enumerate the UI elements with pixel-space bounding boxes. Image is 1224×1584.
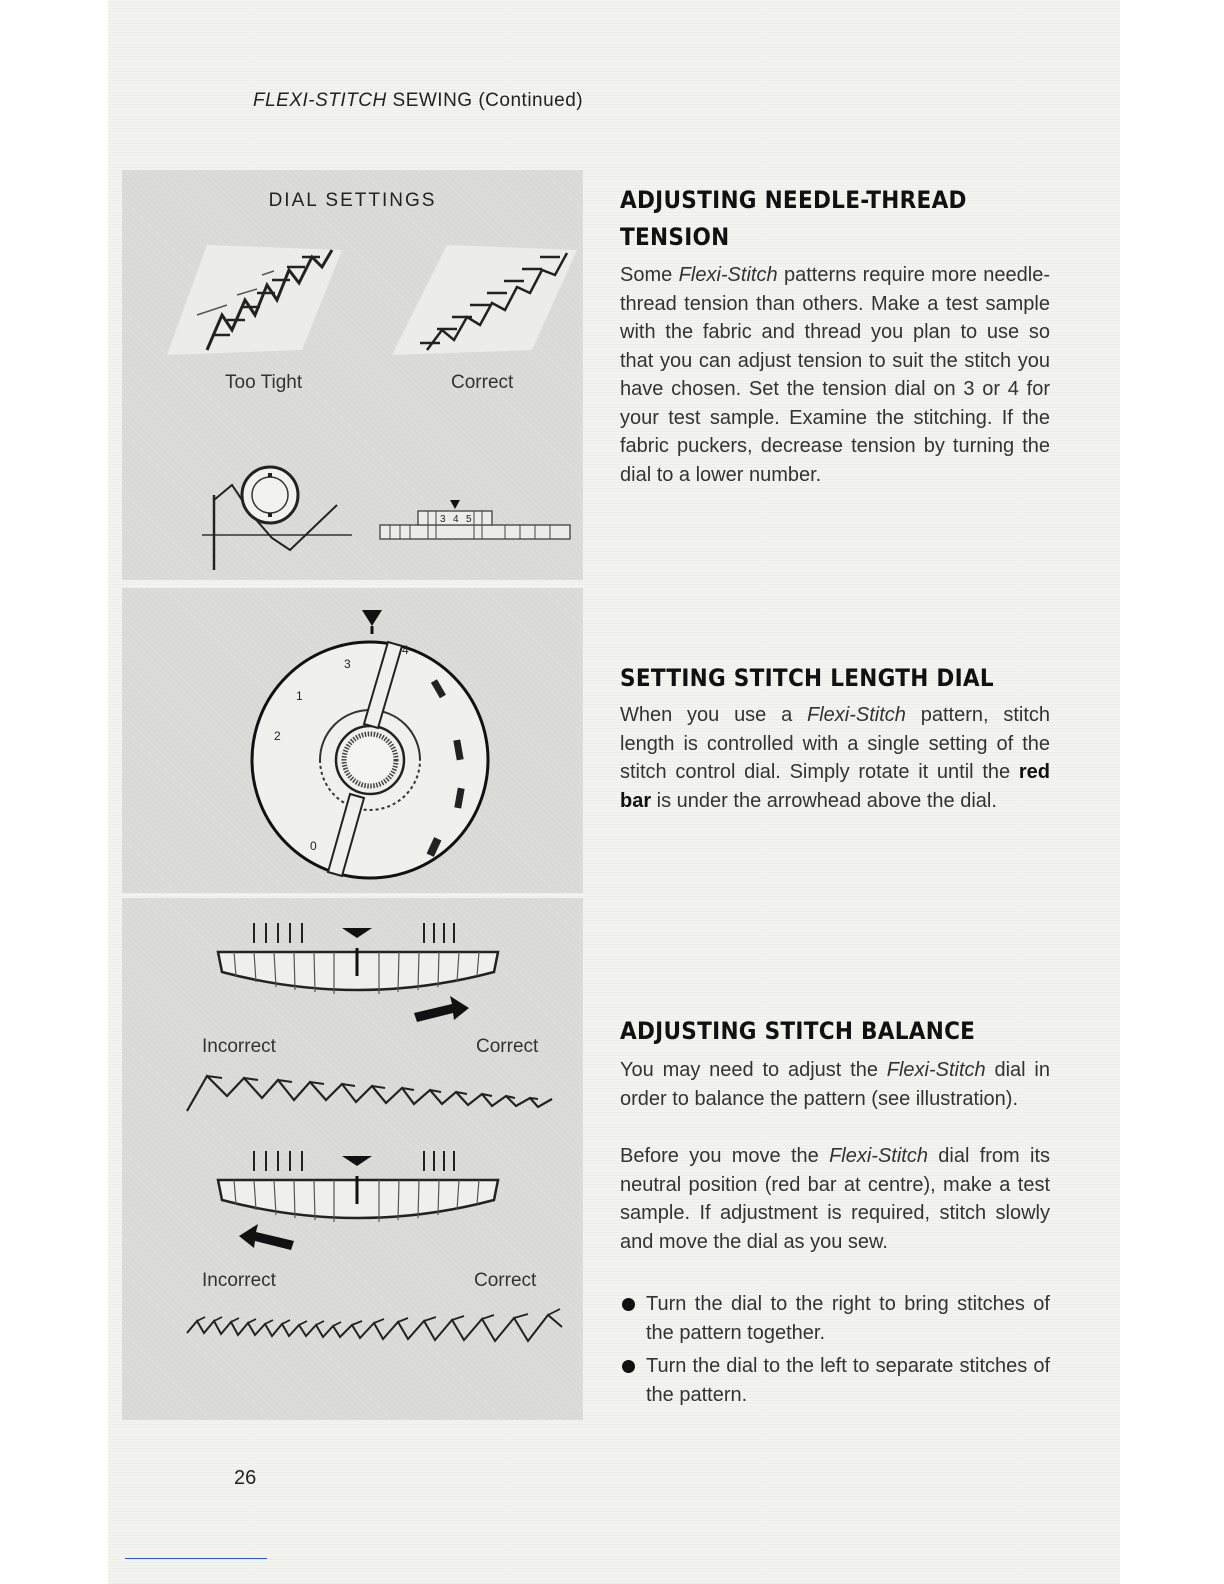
tension-dial-number: 4 [453, 514, 459, 525]
dial-number: 4 [402, 643, 409, 657]
balance-dial-right-illustration [214, 918, 514, 1038]
tension-dial-number: 3 [440, 514, 446, 525]
text-run: patterns require more needle-thread tension than others. Make a test sample with the fabric and thread you plan to use so that you can adjust tension to suit the stitch you have chosen. Set the tension dial on 3 or 4 for your test sample. Examine the stitching. If the fabric puckers, decrease tension by turning the dial to a lower number. [620, 264, 1050, 486]
text-run-italic: Flexi-Stitch [807, 704, 906, 726]
page-number: 26 [234, 1467, 257, 1489]
balance-stitch-sample-1 [182, 1066, 562, 1116]
tension-dial-number: 5 [466, 514, 472, 525]
text-run: When you use a [620, 704, 808, 726]
text-run-italic: Flexi-Stitch [886, 1059, 986, 1081]
dial-settings-panel [122, 170, 583, 580]
stitch-balance-paragraph-1 [620, 1056, 1050, 1113]
dial-number: 2 [274, 729, 281, 743]
tension-dial-illustration [380, 495, 580, 555]
bullet-dot-icon [622, 1298, 635, 1311]
correct-label: Correct [476, 1036, 539, 1057]
dial-number: 1 [296, 689, 303, 703]
corner-divider [125, 1558, 267, 1559]
tension-paragraph [620, 261, 1050, 489]
running-head [253, 90, 583, 112]
tension-heading-line2: TENSION [620, 223, 730, 251]
tension-heading-line1: ADJUSTING NEEDLE-THREAD [620, 186, 967, 214]
incorrect-label: Incorrect [202, 1036, 276, 1057]
stitch-length-dial-panel [122, 588, 583, 893]
bullet-text: Turn the dial to the right to bring stitches of the pattern together. [646, 1293, 1050, 1344]
tension-heading [620, 182, 967, 256]
dial-number: 0 [310, 839, 317, 853]
text-run: You may need to adjust the [620, 1059, 887, 1081]
stitch-balance-paragraph-2 [620, 1142, 1050, 1256]
text-run-italic: Flexi-Stitch [829, 1145, 928, 1167]
turn-right-arrow [414, 996, 469, 1022]
stitch-length-heading: SETTING STITCH LENGTH DIAL [620, 664, 994, 692]
tension-dial-pointer [450, 500, 460, 509]
text-run: dial from its neutral position (red bar at centre), make a test sample. If adjustment is required, stitch slowly and move the dial as you sew. [620, 1145, 1051, 1253]
text-run-italic: Flexi-Stitch [678, 264, 778, 286]
bullet-dot-icon [622, 1360, 635, 1373]
bullet-item [620, 1352, 1050, 1409]
too-tight-label: Too Tight [225, 372, 303, 393]
stitch-balance-panel [122, 898, 583, 1420]
text-run: dial in order to balance the pattern (see illustration). [620, 1059, 1050, 1110]
stitch-length-paragraph [620, 701, 1050, 815]
bullet-text: Turn the dial to the left to separate stitches of the pattern. [646, 1355, 1050, 1406]
balance-pointer [342, 928, 372, 938]
stitch-balance-heading: ADJUSTING STITCH BALANCE [620, 1017, 976, 1045]
dial-pointer-arrow [362, 610, 382, 626]
text-run: pattern, stitch length is controlled with a single setting of the stitch control dial. Simply rotate it until the [620, 704, 1050, 783]
bullet-item [620, 1290, 1050, 1347]
balance-stitch-sample-2 [182, 1303, 572, 1353]
correct-label: Correct [474, 1270, 537, 1291]
dial-settings-title: DIAL SETTINGS [268, 190, 437, 211]
text-run: Before you move the [620, 1145, 830, 1167]
too-tight-stitch-illustration [167, 245, 347, 375]
correct-label: Correct [451, 372, 514, 393]
running-head-italic: FLEXI-STITCH [253, 90, 387, 111]
incorrect-label: Incorrect [202, 1270, 276, 1291]
balance-pointer [342, 1156, 372, 1166]
text-run: is under the arrowhead above the dial. [651, 789, 997, 812]
running-head-rest: SEWING (Continued) [392, 90, 584, 111]
turn-left-arrow [239, 1224, 294, 1250]
text-run-bold: red bar [620, 761, 1050, 812]
correct-stitch-illustration [392, 245, 572, 375]
stitch-length-dial-illustration [250, 610, 510, 895]
tension-assembly-illustration [202, 460, 342, 580]
text-run: Some [620, 264, 679, 286]
dial-number: 3 [344, 657, 351, 671]
balance-dial-left-illustration [214, 1146, 514, 1276]
